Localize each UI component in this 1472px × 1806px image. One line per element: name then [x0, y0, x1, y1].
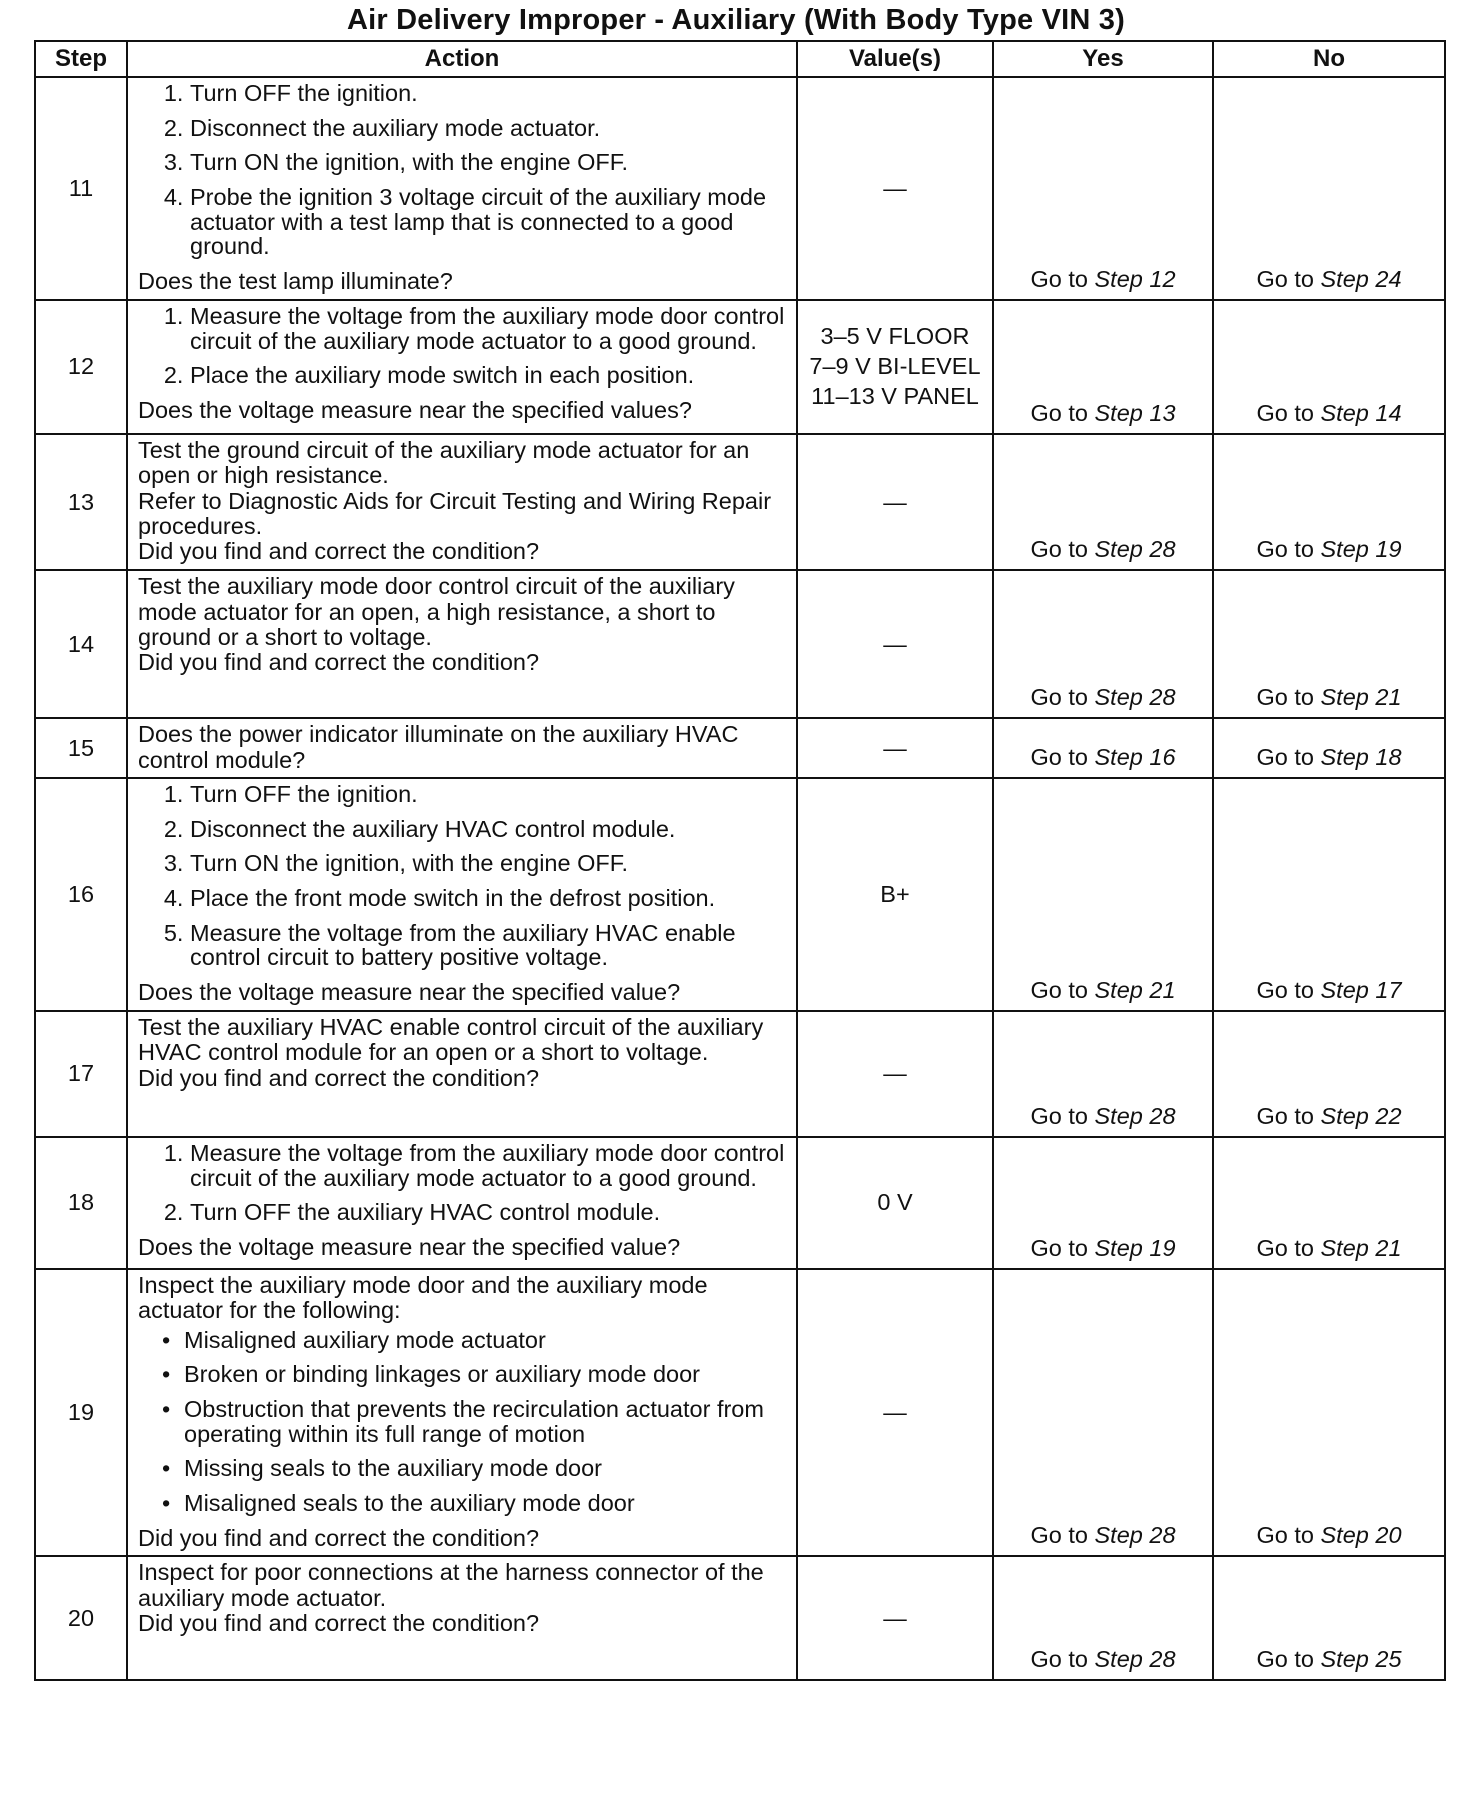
yes-goto: [1030, 684, 1175, 710]
no-cell: [1213, 434, 1445, 570]
inspection-item: • Misaligned auxiliary mode actuator: [184, 1328, 788, 1353]
action-content: [138, 1273, 788, 1552]
goto-prefix: Go to: [1256, 1234, 1321, 1261]
step-number: 17: [35, 1011, 127, 1137]
action-question: Does the voltage measure near the specified value?: [138, 1233, 681, 1260]
value-cell: [797, 718, 993, 778]
goto-step-link: Step 13: [1094, 399, 1176, 426]
action-content: [138, 81, 788, 295]
value-cell: [797, 570, 993, 718]
action-content: [138, 438, 788, 565]
header-action: Action: [127, 41, 797, 77]
goto-step-link: Step 21: [1320, 1234, 1402, 1261]
header-yes: Yes: [993, 41, 1213, 77]
inspection-item: • Obstruction that prevents the recirculation actuator from operating within its full range of motion: [184, 1397, 788, 1446]
table-row: [35, 718, 1445, 778]
action-cell: [127, 1137, 797, 1269]
goto-step-link: Step 19: [1094, 1234, 1176, 1261]
action-steps: [138, 1141, 788, 1235]
table-header-row: [35, 41, 1445, 77]
goto-step-link: Step 16: [1094, 743, 1176, 770]
goto-step-link: Step 19: [1320, 536, 1402, 563]
yes-cell: [993, 718, 1213, 778]
action-step: 2. Disconnect the auxiliary HVAC control module.: [190, 817, 788, 842]
inspection-item: • Broken or binding linkages or auxiliary mode door: [184, 1362, 788, 1387]
value-cell: [797, 300, 993, 434]
yes-goto: [1030, 1522, 1175, 1548]
header-no: No: [1213, 41, 1445, 77]
table-row: [35, 1137, 1445, 1269]
action-content: [138, 574, 788, 676]
step-number: 15: [35, 718, 127, 778]
value-cell: [797, 1011, 993, 1137]
goto-step-link: Step 22: [1320, 1102, 1402, 1129]
goto-prefix: Go to: [1256, 743, 1321, 770]
table-row: [35, 570, 1445, 718]
step-number: 16: [35, 778, 127, 1011]
step-number: 12: [35, 300, 127, 434]
step-number: 11: [35, 77, 127, 300]
no-cell: [1213, 778, 1445, 1011]
yes-cell: [993, 1011, 1213, 1137]
action-content: [138, 1015, 788, 1092]
goto-step-link: Step 12: [1094, 265, 1176, 292]
yes-cell: [993, 1556, 1213, 1680]
goto-step-link: Step 18: [1320, 743, 1402, 770]
action-step: 2. Disconnect the auxiliary mode actuator.: [190, 116, 788, 141]
action-question: Did you find and correct the condition?: [138, 1524, 540, 1551]
header-values: Value(s): [797, 41, 993, 77]
goto-step-link: Step 28: [1094, 536, 1176, 563]
yes-cell: [993, 1269, 1213, 1557]
yes-cell: [993, 77, 1213, 300]
value-text: —: [883, 630, 907, 657]
no-cell: [1213, 77, 1445, 300]
yes-cell: [993, 570, 1213, 718]
no-cell: [1213, 1556, 1445, 1680]
action-content: [138, 722, 788, 773]
goto-step-link: Step 28: [1094, 1522, 1176, 1549]
value-cell: [797, 434, 993, 570]
action-text: Does the power indicator illuminate on the auxiliary HVAC control module?: [138, 721, 739, 773]
action-question: Does the voltage measure near the specified value?: [138, 979, 681, 1005]
action-text: Test the auxiliary HVAC enable control circuit of the auxiliary HVAC control module for an open or a short to voltage.: [138, 1013, 764, 1066]
value-cell: [797, 1269, 993, 1557]
no-goto: [1256, 1646, 1401, 1672]
page-title: Air Delivery Improper - Auxiliary (With Body Type VIN 3): [347, 4, 1125, 36]
action-cell: [127, 570, 797, 718]
goto-prefix: Go to: [1256, 536, 1321, 563]
goto-prefix: Go to: [1030, 743, 1095, 770]
action-step: 1. Measure the voltage from the auxiliary mode door control circuit of the auxiliary mode actuator to a good ground.: [190, 304, 788, 353]
goto-step-link: Step 14: [1320, 399, 1402, 426]
action-content: [138, 1560, 788, 1637]
action-steps: [138, 81, 788, 269]
value-text: —: [883, 1060, 907, 1087]
value-cell: [797, 77, 993, 300]
goto-step-link: Step 28: [1094, 1646, 1176, 1673]
goto-prefix: Go to: [1256, 265, 1321, 292]
value-text: 11–13 V PANEL: [811, 383, 979, 410]
action-step: 2. Turn OFF the auxiliary HVAC control module.: [190, 1200, 788, 1225]
yes-goto: [1030, 1103, 1175, 1129]
goto-prefix: Go to: [1256, 976, 1321, 1003]
no-cell: [1213, 1011, 1445, 1137]
action-step: 1. Turn OFF the ignition.: [190, 81, 788, 106]
yes-cell: [993, 778, 1213, 1011]
action-text: Inspect the auxiliary mode door and the auxiliary mode actuator for the following:: [138, 1271, 708, 1324]
yes-goto: [1030, 1235, 1175, 1261]
no-goto: [1256, 536, 1401, 562]
action-step: 5. Measure the voltage from the auxiliary HVAC enable control circuit to battery positive voltage.: [190, 921, 788, 970]
action-step: 4. Place the front mode switch in the defrost position.: [190, 886, 788, 911]
goto-step-link: Step 25: [1320, 1646, 1402, 1673]
goto-prefix: Go to: [1256, 1102, 1321, 1129]
value-cell: [797, 1137, 993, 1269]
value-text: B+: [880, 880, 910, 907]
yes-cell: [993, 434, 1213, 570]
goto-prefix: Go to: [1030, 399, 1095, 426]
goto-step-link: Step 24: [1320, 265, 1402, 292]
yes-goto: [1030, 744, 1175, 770]
goto-prefix: Go to: [1030, 1234, 1095, 1261]
goto-prefix: Go to: [1256, 399, 1321, 426]
value-text: —: [883, 174, 907, 201]
yes-goto: [1030, 977, 1175, 1003]
no-goto: [1256, 744, 1401, 770]
goto-prefix: Go to: [1030, 684, 1095, 711]
no-cell: [1213, 1269, 1445, 1557]
goto-prefix: Go to: [1030, 265, 1095, 292]
value-text: —: [883, 488, 907, 515]
goto-step-link: Step 21: [1094, 976, 1176, 1003]
yes-goto: [1030, 400, 1175, 426]
action-question: Did you find and correct the condition?: [138, 649, 540, 676]
table-row: [35, 300, 1445, 434]
value-text: —: [883, 734, 907, 761]
value-text: 0 V: [877, 1189, 913, 1216]
step-number: 19: [35, 1269, 127, 1557]
goto-prefix: Go to: [1256, 684, 1321, 711]
action-cell: [127, 300, 797, 434]
step-number: 18: [35, 1137, 127, 1269]
action-content: [138, 782, 788, 1006]
action-cell: [127, 1011, 797, 1137]
goto-prefix: Go to: [1256, 1646, 1321, 1673]
action-text: Test the ground circuit of the auxiliary mode actuator for an open or high resistance.: [138, 436, 750, 489]
goto-prefix: Go to: [1030, 976, 1095, 1003]
action-content: [138, 1141, 788, 1261]
value-cell: [797, 1556, 993, 1680]
action-question: Does the test lamp illuminate?: [138, 268, 453, 295]
inspection-list: [138, 1328, 788, 1526]
step-number: 13: [35, 434, 127, 570]
action-cell: [127, 718, 797, 778]
header-step: Step: [35, 41, 127, 77]
action-text: Test the auxiliary mode door control circuit of the auxiliary mode actuator for an open, a high resistance, a short to ground or a short to voltage.: [138, 573, 735, 650]
no-goto: [1256, 1235, 1401, 1261]
action-step: 3. Turn ON the ignition, with the engine OFF.: [190, 851, 788, 876]
table-row: [35, 778, 1445, 1011]
action-cell: [127, 77, 797, 300]
table-row: [35, 77, 1445, 300]
action-step: 3. Turn ON the ignition, with the engine OFF.: [190, 150, 788, 175]
action-cell: [127, 778, 797, 1011]
no-goto: [1256, 400, 1401, 426]
no-goto: [1256, 1103, 1401, 1129]
action-text: Inspect for poor connections at the harness connector of the auxiliary mode actuator.: [138, 1559, 764, 1611]
step-number: 14: [35, 570, 127, 718]
no-goto: [1256, 1522, 1401, 1548]
yes-goto: [1030, 536, 1175, 562]
value-text: —: [883, 1604, 907, 1631]
yes-cell: [993, 300, 1213, 434]
action-step: 2. Place the auxiliary mode switch in each position.: [190, 363, 788, 388]
action-content: [138, 304, 788, 424]
no-goto: [1256, 977, 1401, 1003]
table-row: [35, 1556, 1445, 1680]
no-goto: [1256, 266, 1401, 292]
goto-step-link: Step 17: [1320, 976, 1402, 1003]
action-step: 1. Measure the voltage from the auxiliary mode door control circuit of the auxiliary mode actuator to a good ground.: [190, 1141, 788, 1190]
no-cell: [1213, 570, 1445, 718]
table-row: [35, 1011, 1445, 1137]
goto-step-link: Step 21: [1320, 684, 1402, 711]
action-question: Did you find and correct the condition?: [138, 1064, 540, 1091]
no-cell: [1213, 300, 1445, 434]
goto-prefix: Go to: [1030, 1646, 1095, 1673]
goto-prefix: Go to: [1256, 1522, 1321, 1549]
action-cell: [127, 1556, 797, 1680]
goto-step-link: Step 20: [1320, 1522, 1402, 1549]
value-text: —: [883, 1399, 907, 1426]
table-row: [35, 1269, 1445, 1557]
value-text: 3–5 V FLOOR: [820, 323, 970, 350]
goto-step-link: Step 28: [1094, 684, 1176, 711]
value-text: 7–9 V BI-LEVEL: [809, 353, 981, 380]
yes-goto: [1030, 1646, 1175, 1672]
no-cell: [1213, 1137, 1445, 1269]
goto-step-link: Step 28: [1094, 1102, 1176, 1129]
action-steps: [138, 782, 788, 980]
yes-goto: [1030, 266, 1175, 292]
inspection-item: • Missing seals to the auxiliary mode door: [184, 1456, 788, 1481]
goto-prefix: Go to: [1030, 536, 1095, 563]
goto-prefix: Go to: [1030, 1102, 1095, 1129]
action-question: Did you find and correct the condition?: [138, 538, 540, 565]
no-goto: [1256, 684, 1401, 710]
action-step: 1. Turn OFF the ignition.: [190, 782, 788, 807]
table-row: [35, 434, 1445, 570]
diagnostic-table: [34, 40, 1446, 1681]
step-number: 20: [35, 1556, 127, 1680]
yes-cell: [993, 1137, 1213, 1269]
action-cell: [127, 434, 797, 570]
no-cell: [1213, 718, 1445, 778]
action-cell: [127, 1269, 797, 1557]
action-question: Did you find and correct the condition?: [138, 1610, 540, 1637]
goto-prefix: Go to: [1030, 1522, 1095, 1549]
action-text: Refer to Diagnostic Aids for Circuit Testing and Wiring Repair procedures.: [138, 487, 772, 539]
action-step: 4. Probe the ignition 3 voltage circuit of the auxiliary mode actuator with a test lamp that is connected to a good ground.: [190, 185, 788, 259]
action-question: Does the voltage measure near the specified values?: [138, 396, 692, 423]
action-steps: [138, 304, 788, 398]
value-cell: [797, 778, 993, 1011]
inspection-item: • Misaligned seals to the auxiliary mode door: [184, 1491, 788, 1516]
table-body: [35, 77, 1445, 1680]
